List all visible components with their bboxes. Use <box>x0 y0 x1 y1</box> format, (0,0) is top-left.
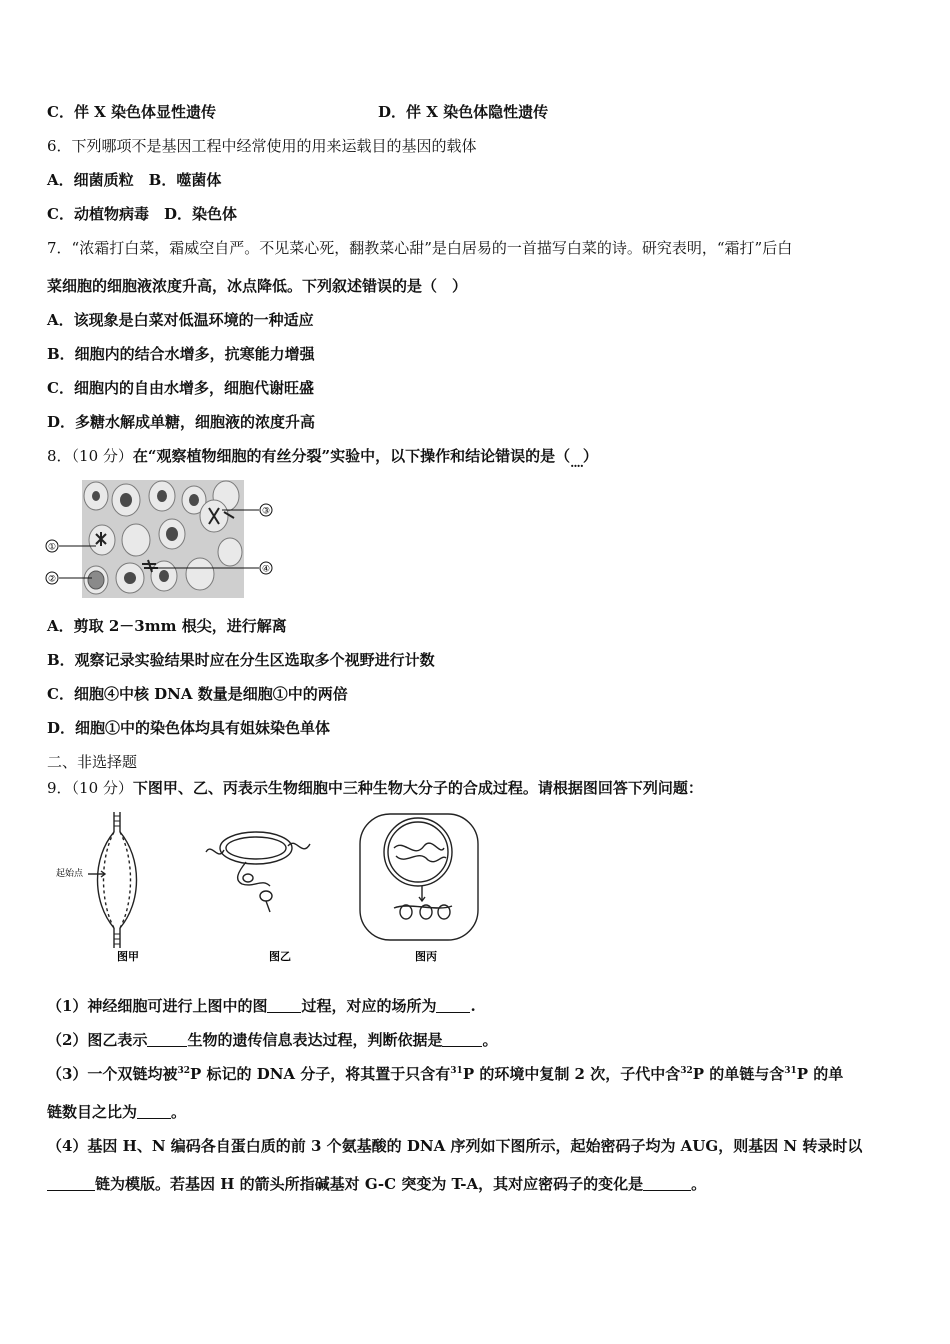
q9-sub1-a: （1）神经细胞可进行上图中的图 <box>47 997 268 1015</box>
answer-blank[interactable] <box>643 1176 691 1191</box>
q9-sub3-line1 <box>47 1064 843 1084</box>
q6-stem: 6．下列哪项不是基因工程中经常使用的用来运载目的基因的载体 <box>47 137 477 155</box>
q8-stem-end: ） <box>582 447 598 465</box>
section-title: 二、非选择题 <box>47 753 138 771</box>
q9-sub3-d: P 的单链与含 <box>692 1065 785 1083</box>
q9-sub3-e: P 的单 <box>796 1065 844 1083</box>
q9-sub3-line2 <box>47 1102 186 1122</box>
q9-sub3-sup1: 32 <box>177 1066 190 1076</box>
q7-stem-text: 7．“浓霜打白菜，霜威空自严。不见菜心死，翻教菜心甜”是白居易的一首描写白菜的诗。研究表明，“霜打”后白 <box>47 239 793 257</box>
fig-start-point-label: 起始点 <box>56 869 84 879</box>
q9-score: （10 分） <box>71 779 133 797</box>
q5-option-c: C．伴 X 染色体显性遗传 <box>47 103 217 121</box>
fig-label-1: ① <box>47 542 57 553</box>
fig-bing-cell <box>360 814 478 940</box>
q6-options-ab: A．细菌质粒 B．噬菌体 <box>47 171 222 189</box>
fig-label-2: ② <box>47 574 57 585</box>
fig-caption-yi: 图乙 <box>269 950 291 963</box>
q9-sub2-b: 生物的遗传信息表达过程，判断依据是 <box>187 1031 443 1049</box>
q9-sub4-line1: （4）基因 H、N 编码各自蛋白质的前 3 个氨基酸的 DNA 序列如下图所示，起始密码子均为 AUG，则基因 N 转录时以 <box>47 1137 863 1155</box>
q9-number: 9． <box>47 779 72 797</box>
q9-sub2-a: （2）图乙表示 <box>47 1031 148 1049</box>
fig-jia-replication <box>88 812 137 948</box>
q9-sub1-b: 过程，对应的场所为 <box>301 997 437 1015</box>
q8-emphasis-dots: .... <box>570 456 583 470</box>
q8-stem <box>47 446 598 470</box>
fig-yi-expression <box>206 832 310 912</box>
q9-stem <box>47 778 703 798</box>
q7-stem-line1 <box>47 238 792 258</box>
q8-score: （10 分） <box>71 447 133 465</box>
q9-sub3-f: 链数目之比为 <box>47 1103 138 1121</box>
q8-option-d: D．细胞①中的染色体均具有姐妹染色单体 <box>47 719 331 737</box>
q9-sub4-c: 。 <box>691 1175 707 1193</box>
fig-label-4: ④ <box>261 564 271 575</box>
q7-option-a: A．该现象是白菜对低温环境的一种适应 <box>47 311 314 329</box>
q9-sub1-c: . <box>470 997 476 1015</box>
q8-option-a: A．剪取 2－3mm 根尖，进行解离 <box>47 617 287 635</box>
answer-blank[interactable] <box>147 1032 187 1047</box>
q7-option-c: C．细胞内的自由水增多，细胞代谢旺盛 <box>47 379 314 397</box>
answer-blank[interactable] <box>442 1032 482 1047</box>
q9-sub3-a: （3）一个双链均被 <box>47 1065 178 1083</box>
q9-sub3-g: 。 <box>171 1103 187 1121</box>
fig-caption-jia: 图甲 <box>117 950 139 963</box>
micrograph-drawing <box>44 478 284 602</box>
q8-micrograph-figure <box>44 478 284 602</box>
q9-sub2 <box>47 1030 497 1050</box>
q8-option-b: B．观察记录实验结果时应在分生区选取多个视野进行计数 <box>47 651 435 669</box>
q9-stem-text: 下图甲、乙、丙表示生物细胞中三种生物大分子的合成过程。请根据图回答下列问题： <box>132 779 703 797</box>
q9-figure <box>48 808 488 968</box>
q9-sub4-b: 链为模版。若基因 H 的箭头所指碱基对 G-C 突变为 T-A，其对应密码子的变化是 <box>95 1175 644 1193</box>
q9-sub3-sup2: 31 <box>450 1066 463 1076</box>
q8-number: 8． <box>47 447 72 465</box>
q5-option-d: D．伴 X 染色体隐性遗传 <box>378 103 549 121</box>
q9-sub3-c: P 的环境中复制 2 次，子代中含 <box>462 1065 681 1083</box>
q9-sub2-c: 。 <box>482 1031 498 1049</box>
q9-sub1 <box>47 996 476 1016</box>
q9-sub3-sup3: 32 <box>680 1066 693 1076</box>
answer-blank[interactable] <box>436 998 470 1013</box>
answer-blank[interactable] <box>267 998 301 1013</box>
answer-blank[interactable] <box>137 1104 171 1119</box>
q9-sub3-b: P 标记的 DNA 分子，将其置于只含有 <box>189 1065 451 1083</box>
q9-figure-drawing <box>48 808 488 968</box>
q7-stem-line2: 菜细胞的细胞液浓度升高，冰点降低。下列叙述错误的是（ ） <box>47 277 468 295</box>
q8-option-c: C．细胞④中核 DNA 数量是细胞①中的两倍 <box>47 685 348 703</box>
q7-option-b: B．细胞内的结合水增多，抗寒能力增强 <box>47 345 315 363</box>
q6-options-cd: C．动植物病毒 D．染色体 <box>47 205 237 223</box>
q9-sub3-sup4: 31 <box>784 1066 797 1076</box>
fig-label-3: ③ <box>261 506 271 517</box>
q9-sub4-line2 <box>47 1174 706 1194</box>
answer-blank[interactable] <box>47 1176 95 1191</box>
q7-option-d: D．多糖水解成单糖，细胞液的浓度升高 <box>47 413 316 431</box>
fig-caption-bing: 图丙 <box>415 950 437 963</box>
q8-stem-text: 在“观察植物细胞的有丝分裂”实验中，以下操作和结论错误的是（ <box>132 447 571 465</box>
